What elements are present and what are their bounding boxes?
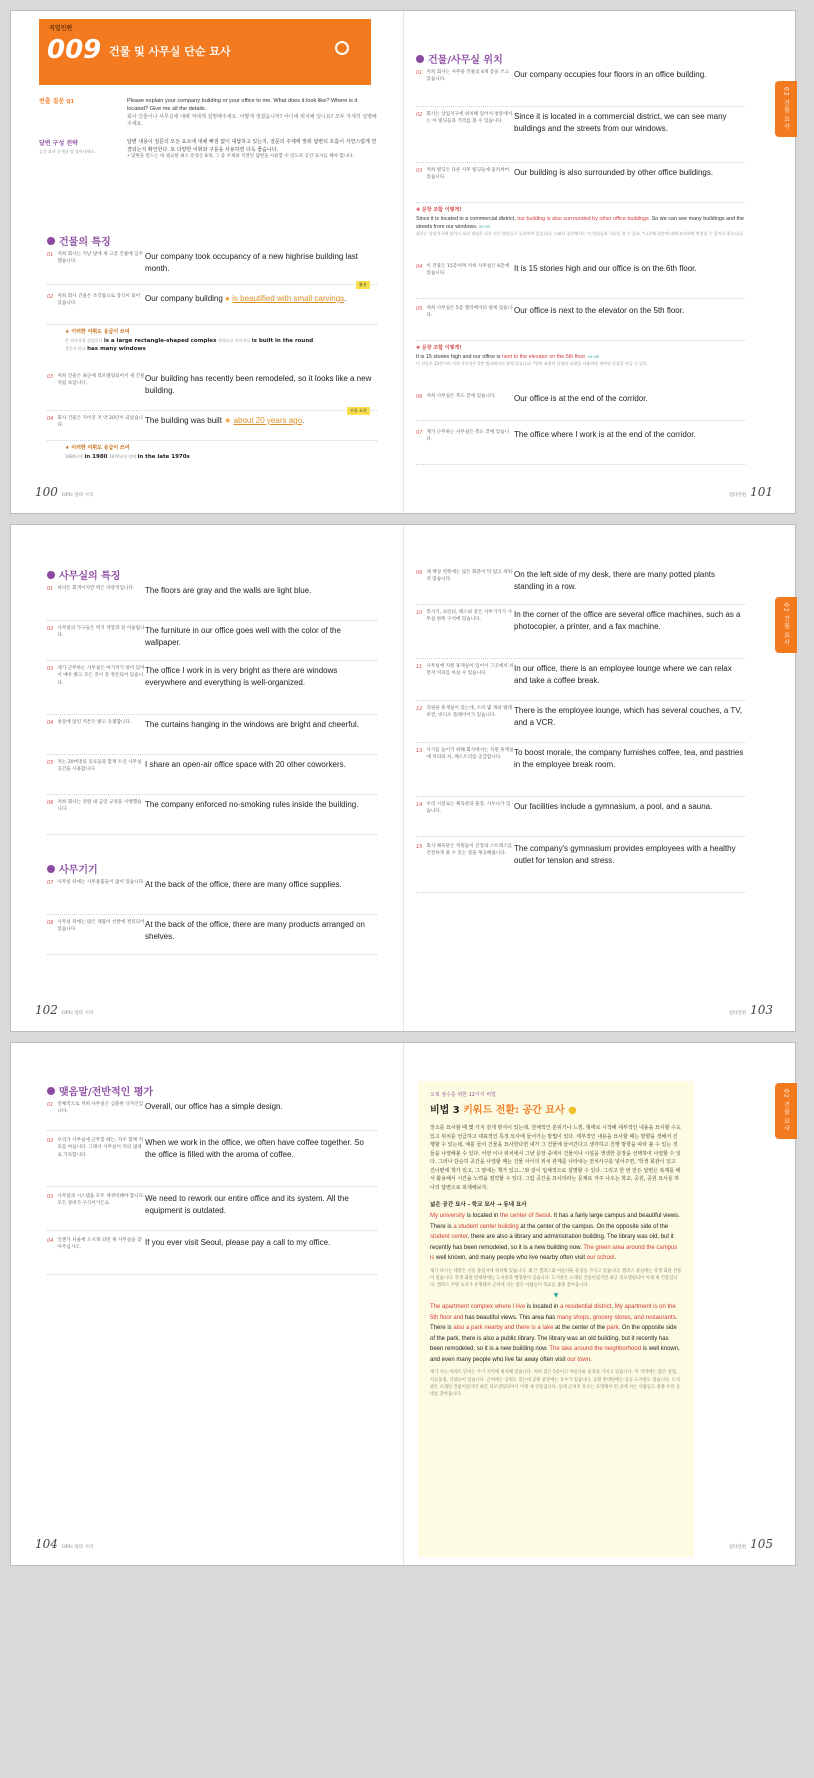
- highlighted-phrase: a residential district: [560, 1304, 612, 1311]
- sentence-row: 02 저희 회사 건물은 조각품으로 장식이 되어 있습니다. Our company building ● is beautified with small carvings.: [47, 293, 377, 325]
- sentence-row: 04 창문에 달린 커튼은 밝고 유쾌합니다. The curtains hanging in the windows are bright and cheerful.: [47, 719, 377, 755]
- vocab-tip: ★ 이러한 어휘도 응급이 쓰여 1980년에 in 1980 1970년대 말에 in the late 1970s: [65, 445, 190, 460]
- sentence-row: 13 사기를 높이기 위해 회사에서는 직원 휴게실에 커피와 차, 페스트리를 공급합니다. To boost morale, the company furnishes coffee, tea, and pastries in the employee break room.: [416, 747, 746, 797]
- sentence-row: 02 회사는 상업지구에 위치해 있어서 창문에서는 이 빌딩들과 거리를 볼 수 있습니다. Since it is located in a commercial district, we can see many buildings and the streets from our windows.: [416, 111, 746, 163]
- section-closing: 맺음말/전반적인 평가: [47, 1083, 153, 1098]
- tip-box-body: 장소를 묘사할 때 몇 가지 전개 방식이 있는데, 전체적인 분위기나 느낌, 형태로 시작해 세부적인 내용을 묘사할 수도 있고 위치를 언급하고 대표적인 특징 묘사에 들어가는 방법이 있다. 세부적인 내용을 묘사할 때는 방향을 정해서 진행할 수 있는데, 예를 들어 건물을 묘사한다면 내가 그 건물에 들어간다고 생각하고 진행 방향을 따라 볼 수 있는 것들을 나열해볼 수 있다. 어떤 이나 위치에서 그냥 문장 중에서 건물이나 시설을 생생한 문장을 선택하여 나열할 수 있다. 그러나 단순히 공간을 나열할 때는 건물 사이의 위치 관계를 나타내는 전치사구를 넣어주면, '학생 회관이 있고 건너편에 책가 있고, 그 옆에는 책가 있고...'와 같이 입체적으로 설명할 수 있다. 그리고 한 번 만든 답변은 복제를 해서 활용해서 시간을 노력을 절약할 수 있다. 그럼 공간을 묘사하라는 문제로 자주 나오는 학교, 공원, 공원 묘사를 하나의 답변으로 복제해보자.: [430, 1125, 681, 1191]
- sentence-row: 06 저희 사무실은 복도 끝에 있습니다. Our office is at the end of the corridor.: [416, 393, 746, 421]
- highlighted-phrase: My apartment is on the 5th floor and: [430, 1304, 676, 1321]
- sentence-row: 04 회사 건물은 지어진 지 약 20년이 되었습니다. The building was built ★ about 20 years ago.: [47, 415, 377, 441]
- sentence-row: 03 저희 빌딩은 다른 사무 빌딩들에 둘러싸여 있습니다. Our building is also surrounded by other office buildings.: [416, 167, 746, 203]
- page-number: 102 OPIc 일타 시리: [35, 1003, 94, 1017]
- highlighted-phrase: The green area around the campus is: [430, 1244, 678, 1261]
- page-100: [11, 11, 404, 513]
- text-segment: .: [614, 1255, 617, 1261]
- tip-box-kicker: 오픽 점수를 위한 12가지 비법: [430, 1092, 496, 1098]
- sentence-row: 01 바닥은 회색이지만 벽은 파란색입니다. The floors are gray and the walls are light blue.: [47, 585, 377, 621]
- bullet-icon: [47, 237, 55, 245]
- page-102: [11, 525, 404, 1031]
- sentence-row: 03 제가 근무하는 사무실은 여기저기 창이 있어서 매우 밝고 모든 것이 잘 정돈되어 있습니다. The office I work in is very bright as there are windows everywhere and everything is well-organized.: [47, 665, 377, 715]
- text-segment: at the center of the: [553, 1325, 607, 1332]
- question-block: [39, 97, 377, 129]
- sentence-row: 12 직원용 휴게실이 있는데, 소파 몇 개와 텔레비전, 비디오 플레이어가 있습니다. There is the employee lounge, which has several couches, a TV, and a VCR.: [416, 705, 746, 743]
- text-segment: . On the opposite side of the park, there is also a public library. The library was an old building, but it recently has been remodeled, so it is a new building now.: [430, 1325, 677, 1353]
- text-segment: is located in: [525, 1304, 561, 1311]
- sentence-row: 08 사무실 뒤에는 많은 제품이 선반에 정리되어 있습니다. At the back of the office, there are many products arranged on shelves.: [47, 919, 377, 955]
- sentence-row: 15 회사 체육관은 직원들이 긴장과 스트레스를 건전하게 풀 수 있는 장을 제공해줍니다. The company's gymnasium provides employees with a healthy outlet for tension and stress.: [416, 843, 746, 893]
- spread-102-103: [10, 524, 796, 1032]
- usage-badge: 연합 표현: [347, 407, 370, 415]
- section-office-equipment: 사무기기: [47, 861, 98, 876]
- highlighted-phrase: our school: [586, 1255, 615, 1261]
- text-segment: . It has a fairly large campus and beautiful views. There is: [430, 1213, 680, 1230]
- highlighted-phrase: also a park nearby and there is a lake: [453, 1325, 554, 1332]
- highlighted-phrase: park: [606, 1325, 619, 1332]
- combo-tip: ✚ 문장 조합 이렇게! Since it is located in a commercial district, our building is also surrounded by other office buildings. So we can see many buildings and the streets from our windows. 02+03 회사는 상업지구에 있어서 회사 빌딩은 다른 사무 빌딩들로 둘러싸여 있습니다. 그래서 창문에서는 이 빌딩들과 거리를 볼 수 있죠. *나중에 위층에 대해 묘사하면 연결할 수 있어서 좋습니다.: [416, 207, 745, 236]
- bullet-icon: [47, 865, 55, 873]
- strategy-text: 답변 내용이 질문의 모든 요소에 대해 빠짐 없이 대답하고 있는지, 질문의 주제에 맞춰 답변의 흐름이 자연스럽게 연결되는지 확인한다. 또 다양한 어휘와 구문을 사용하면 더욱 좋습니다.: [127, 139, 377, 153]
- bullet-icon: [47, 1087, 55, 1095]
- text-segment: , there are also a library and administration building. The library was old, but it recently has been remodeled, so it is a new building now.: [430, 1234, 674, 1251]
- question-kr: 회사 건물이나 사무실에 대해 저에게 설명해주세요. 어떻게 생겼습니까? 어디에 위치해 있나요? 모두 자세히 설명해주세요.: [127, 113, 377, 128]
- section-building-features: 건물의 특징: [47, 233, 111, 248]
- strategy-label: 답변 구성 전략: [39, 140, 78, 147]
- sentence-row: 05 저는 20여명의 동료들과 함께 트인 사무실 공간을 사용합니다. I share an open-air office space with 20 other coworkers.: [47, 759, 377, 795]
- sentence-row: 01 전체적으로 저희 사무실은 심플한 디자인입니다. Overall, our office has a simple design.: [47, 1101, 377, 1131]
- sentence-row: 04 이 건물은 15층이며 저희 사무실은 6층에 있습니다. It is 15 stories high and our office is on the 6th floor.: [416, 263, 746, 299]
- page-101: [404, 11, 797, 513]
- tip-box: [418, 1081, 694, 1557]
- page-number: 일타인편 103: [728, 1003, 773, 1017]
- highlighted-phrase: many shops, grocery stores, and restaurants: [556, 1314, 676, 1321]
- page-number: 일타인편 101: [728, 485, 773, 499]
- sentence-row: 01 저희 회사는 지난 달에 새 고층 건물에 입주했습니다. Our company took occupancy of a new highrise building last month.: [47, 251, 377, 285]
- question-label: 빈출 질문 Q1: [39, 98, 75, 105]
- tip-box-english-2: [430, 1302, 682, 1365]
- sentence-row: 06 저희 회사는 전원 내 금연 규정을 시행했습니다. The company enforced no-smoking rules inside the building.: [47, 799, 377, 835]
- strategy-bullet: • 답변을 만드는 데 필요한 최소 문장은 8개, 그 중 주제와 직결된 답변을 사용할 수 있도록 공간 묘사를 해야 합니다.: [127, 154, 354, 159]
- page-103: [404, 525, 797, 1031]
- text-segment: has beautiful views. This area has: [463, 1314, 557, 1321]
- text-segment: .: [590, 1356, 592, 1363]
- text-segment: at the center of the campus. On the opposite side of the: [518, 1223, 669, 1230]
- page-number: 일타인편 105: [728, 1537, 773, 1551]
- usage-badge: 활용: [356, 281, 370, 289]
- bullet-icon: [47, 571, 55, 579]
- sentence-row: 09 제 책상 왼쪽에는 많은 화분이 탁 탑고 세워져 있습니다. On the left side of my desk, there are many potted plants standing in a row.: [416, 569, 746, 605]
- strategy-block: [39, 139, 377, 161]
- highlighted-phrase: a student center building: [453, 1223, 519, 1230]
- sentence-row: 11 사무실에 직원 휴게실이 있어서 그곳에서 쉬면서 커피를 마실 수 있습니다. In our office, there is an employee lounge where we can relax and take a coffee break.: [416, 663, 746, 701]
- highlighted-phrase: our town: [567, 1356, 591, 1363]
- unit-number: 009: [47, 35, 102, 65]
- unit-header: [39, 19, 371, 85]
- chapter-tab[interactable]: 02 건물 묘사: [775, 1083, 797, 1139]
- question-en: Please explain your company building or your office to me. What does it look like? Where is it located? Give me all the details.: [127, 98, 358, 113]
- tip-box-korean-2: 제가 사는 아파트 단지는 주거 지역에 위치해 있습니다. 저희 집은 5층이고 아름다운 풍경을 가지고 있습니다. 이 지역에는 많은 상점, 식료품점, 식당들이 있습니다. 근처에는 공원도 있는데 공원 중앙에는 호수가 있습니다. 공원 반대편에는 공공 도서관도 있습니다. 도서관은 오래된 건물이었지만 최근 리모델링되어서 이제 새 건물입니다. 동네 근처의 호수는 유명해서 먼 곳에 사는 사람들도 종종 우리 동네를 찾아옵니다.: [430, 1370, 681, 1398]
- section-location: 건물/사무실 위치: [416, 51, 503, 66]
- unit-title: 건물 및 사무실 단순 묘사: [109, 45, 231, 58]
- page-number: 100 OPIc 일타 시리: [35, 485, 94, 499]
- tip-box-title: 비법 3 키워드 전환: 공간 묘사 ●: [430, 1105, 577, 1116]
- highlighted-phrase: student center: [430, 1234, 468, 1240]
- text-segment: is located in: [465, 1213, 501, 1219]
- arrow-down-icon: ▼: [553, 1292, 559, 1300]
- spread-104-105: [10, 1042, 796, 1566]
- sentence-row: 01 저희 회사는 사무용 건물의 4개 층을 쓰고 있습니다. Our company occupies four floors in an office building.: [416, 69, 746, 107]
- section-office-features: 사무실의 특징: [47, 567, 120, 582]
- sentence-row: 02 사무실의 가구들은 벽지 색깔과 잘 어울립니다. The furniture in our office goes well with the color of the wallpaper.: [47, 625, 377, 661]
- unit-category: 직업인편: [49, 25, 73, 32]
- page-105: [404, 1043, 797, 1565]
- highlighted-phrase: The lake around the neighborhood: [549, 1346, 642, 1353]
- headphones-icon[interactable]: [335, 41, 349, 55]
- sentence-row: 10 복사기, 프린터, 팩스와 같은 사무기기가 사무실 한쪽 구석에 있습니다. In the corner of the office are several office machines, such as a photocopier, a printer, and a fax machine.: [416, 609, 746, 659]
- sentence-row: 04 언젠가 서울에 오시게 되면 제 사무실을 찾아주십시오. If you ever visit Seoul, please pay a call to my office.: [47, 1237, 377, 1275]
- text-segment: is well known, and even many people who live far away often visit: [430, 1346, 680, 1363]
- sentence-row: 03 사무실과 시스템을 모두 재정비해야 합니다. 모든 장비가 구식이거든요. We need to rework our entire office and its system. All the equipment is outdated.: [47, 1193, 377, 1231]
- lightbulb-icon: ●: [568, 1105, 577, 1116]
- highlighted-phrase: the center of Seoul: [500, 1213, 551, 1219]
- sentence-row: 07 사무실 뒤에는 사무용품들이 많이 있습니다. At the back of the office, there are many office supplies.: [47, 879, 377, 915]
- sentence-row: 05 저희 사무실은 5층 엘리베이터 옆에 있습니다. Our office is next to the elevator on the 5th floor.: [416, 305, 746, 341]
- text-segment: .: [611, 1304, 615, 1311]
- page-number: 104 OPIc 일타 시리: [35, 1537, 94, 1551]
- combo-tip: ✚ 문장 조합 이렇게! It is 15 stories high and our office is next to the elevator on the 5th floor. 04+05 이 건물은 15층이며 저희 사무실은 5층 엘리베이터 옆에 있습니다. *위치 표현의 다양한 표현을 사용하면 세련된 문장을 만들 수 있다.: [416, 345, 649, 366]
- highlighted-phrase: The apartment complex where I live: [430, 1304, 526, 1311]
- tip-box-subhead: 넓은 공간 묘사 - 학교 묘사 → 동네 묘사: [430, 1202, 527, 1208]
- bullet-icon: [416, 55, 424, 63]
- sentence-row: 14 우리 시설로는 체육관과 풀장, 사우나가 있습니다. Our facilities include a gymnasium, a pool, and a sauna.: [416, 801, 746, 837]
- tip-box-korean-1: 제가 다니는 대학은 서울 중심지에 위치해 있습니다. 꽤 큰 캠퍼스와 아름다운 풍경을 가지고 있습니다. 캠퍼스 중심에는 학생 회관 건물이 있습니다. 학생 회관 반대편에는 도서관과 행정관이 있습니다. 도서관은 오래된 건물이었지만 최근 리모델링되어 이제 새 건물입니다. 캠퍼스 주변 녹지가 유명해서 근처에 사는 많은 사람들이 학교를 종종 찾아옵니다.: [430, 1268, 682, 1289]
- text-segment: . There is: [430, 1314, 678, 1332]
- page-104: [11, 1043, 404, 1565]
- sentence-row: 02 우리가 사무실에 근무할 때는, 자주 함께 커피를 마십니다. 그래서 사무실이 커피 냄새로 가득합니다. When we work in the office, we often have coffee together. So the office is filled with the aroma of coffee.: [47, 1137, 377, 1187]
- tip-box-english-1: [430, 1211, 682, 1264]
- vocab-tip: ★ 이러한 어휘도 응급이 쓰여 큰 직사각형 건물이다 is a large rectangle-shaped complex 원형으로 지어지다 is built in the round 창문이 많다 has many windows: [65, 329, 314, 352]
- text-segment: well known, and many people who live nearby often visit: [434, 1255, 587, 1261]
- sentence-row: 03 저희 건물은 최근에 리모델링되어서 새 건물처럼 보입니다. Our building has recently been remodeled, so it looks like a new building.: [47, 373, 377, 411]
- spread-100-101: [10, 10, 796, 514]
- highlighted-phrase: My university: [430, 1213, 466, 1219]
- sentence-row: 07 제가 근무하는 사무실은 복도 끝에 있습니다. The office where I work is at the end of the corridor.: [416, 429, 746, 465]
- chapter-tab[interactable]: 02 건물 묘사: [775, 597, 797, 653]
- strategy-side: 공간 묘사 문제를 잘 풀어내세요.: [39, 148, 96, 154]
- chapter-tab[interactable]: 02 건물 묘사: [775, 81, 797, 137]
